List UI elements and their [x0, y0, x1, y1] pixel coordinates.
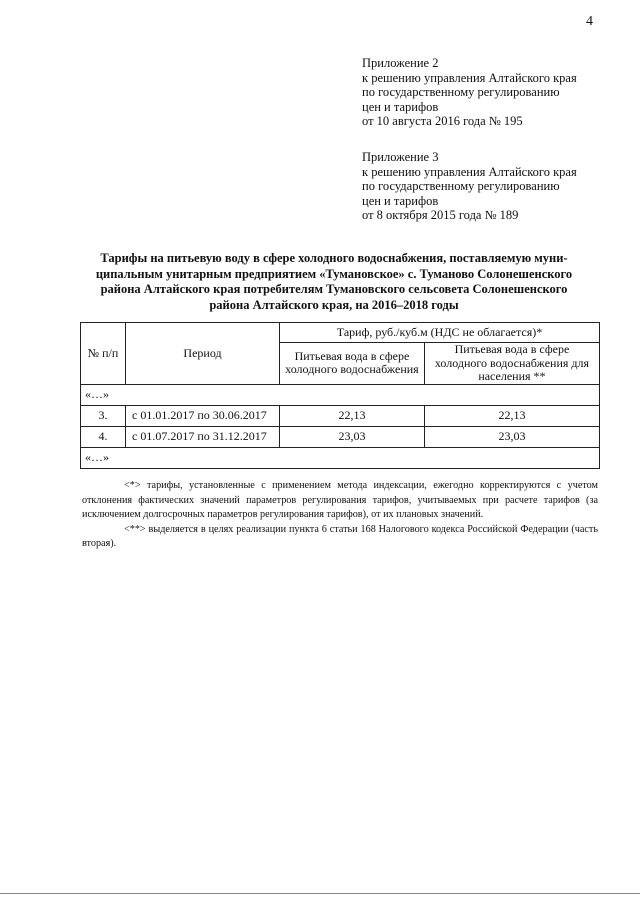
appendix-2-title: Приложение 2	[362, 56, 439, 70]
appendix-3-header	[362, 150, 622, 223]
title-line: района Алтайского края, на 2016–2018 годы	[209, 297, 459, 312]
scan-edge-line	[0, 893, 640, 894]
row-period: с 01.01.2017 по 30.06.2017	[126, 405, 280, 426]
title-line: ципальным унитарным предприятием «Тумановское» с. Туманово Солонешенского	[95, 266, 573, 281]
appendix-3-line: по государственному регулированию	[362, 179, 560, 194]
row-population-tariff: 23,03	[424, 426, 599, 447]
row-water-tariff: 23,03	[280, 426, 425, 447]
appendix-3-title: Приложение 3	[362, 150, 439, 164]
footnotes	[82, 479, 598, 552]
title-line: Тарифы на питьевую воду в сфере холодного водоснабжения, поставляемую муни-	[100, 251, 568, 265]
table-row	[81, 405, 600, 426]
header-water: Питьевая вода в сфере холодного водоснабжения	[280, 343, 425, 385]
document-title	[84, 251, 584, 313]
table-row	[81, 426, 600, 447]
appendix-3-line: цен и тарифов	[362, 193, 439, 208]
row-number: 3.	[81, 405, 126, 426]
page-number: 4	[586, 14, 593, 29]
ellipsis-row: «…»	[81, 447, 600, 468]
row-population-tariff: 22,13	[424, 405, 599, 426]
appendix-2-header	[362, 56, 622, 129]
appendix-3-date: от 8 октября 2015 года № 189	[362, 208, 519, 223]
row-period: с 01.07.2017 по 31.12.2017	[126, 426, 280, 447]
header-population: Питьевая вода в сфере холодного водоснабжения для населения **	[424, 343, 599, 385]
tariff-table	[80, 322, 600, 469]
appendix-3-line: к решению управления Алтайского края	[362, 164, 577, 179]
appendix-2-line: по государственному регулированию	[362, 85, 560, 100]
footnote-2: <**> выделяется в целях реализации пункта 6 статьи 168 Налогового кодекса Российской Федерации (часть вторая).	[82, 523, 598, 550]
appendix-2-line: цен и тарифов	[362, 99, 439, 114]
row-water-tariff: 22,13	[280, 405, 425, 426]
header-period: Период	[126, 323, 280, 385]
footnote-1: <*> тарифы, установленные с применением метода индексации, ежегодно корректируются с учетом отклонения фактических значений параметров регулирования тарифов, учитываемых при расчете тарифов (за исключением долгосрочных параметров регулирования тарифов), от их плановых значений.	[82, 480, 598, 521]
title-line: района Алтайского края потребителям Тумановского сельсовета Солонешенского	[100, 282, 568, 297]
row-number: 4.	[81, 426, 126, 447]
header-tariff-group: Тариф, руб./куб.м (НДС не облагается)*	[280, 323, 600, 343]
appendix-2-date: от 10 августа 2016 года № 195	[362, 114, 523, 129]
header-number: № п/п	[81, 323, 126, 385]
ellipsis-row: «…»	[81, 384, 600, 405]
appendix-2-line: к решению управления Алтайского края	[362, 70, 577, 85]
